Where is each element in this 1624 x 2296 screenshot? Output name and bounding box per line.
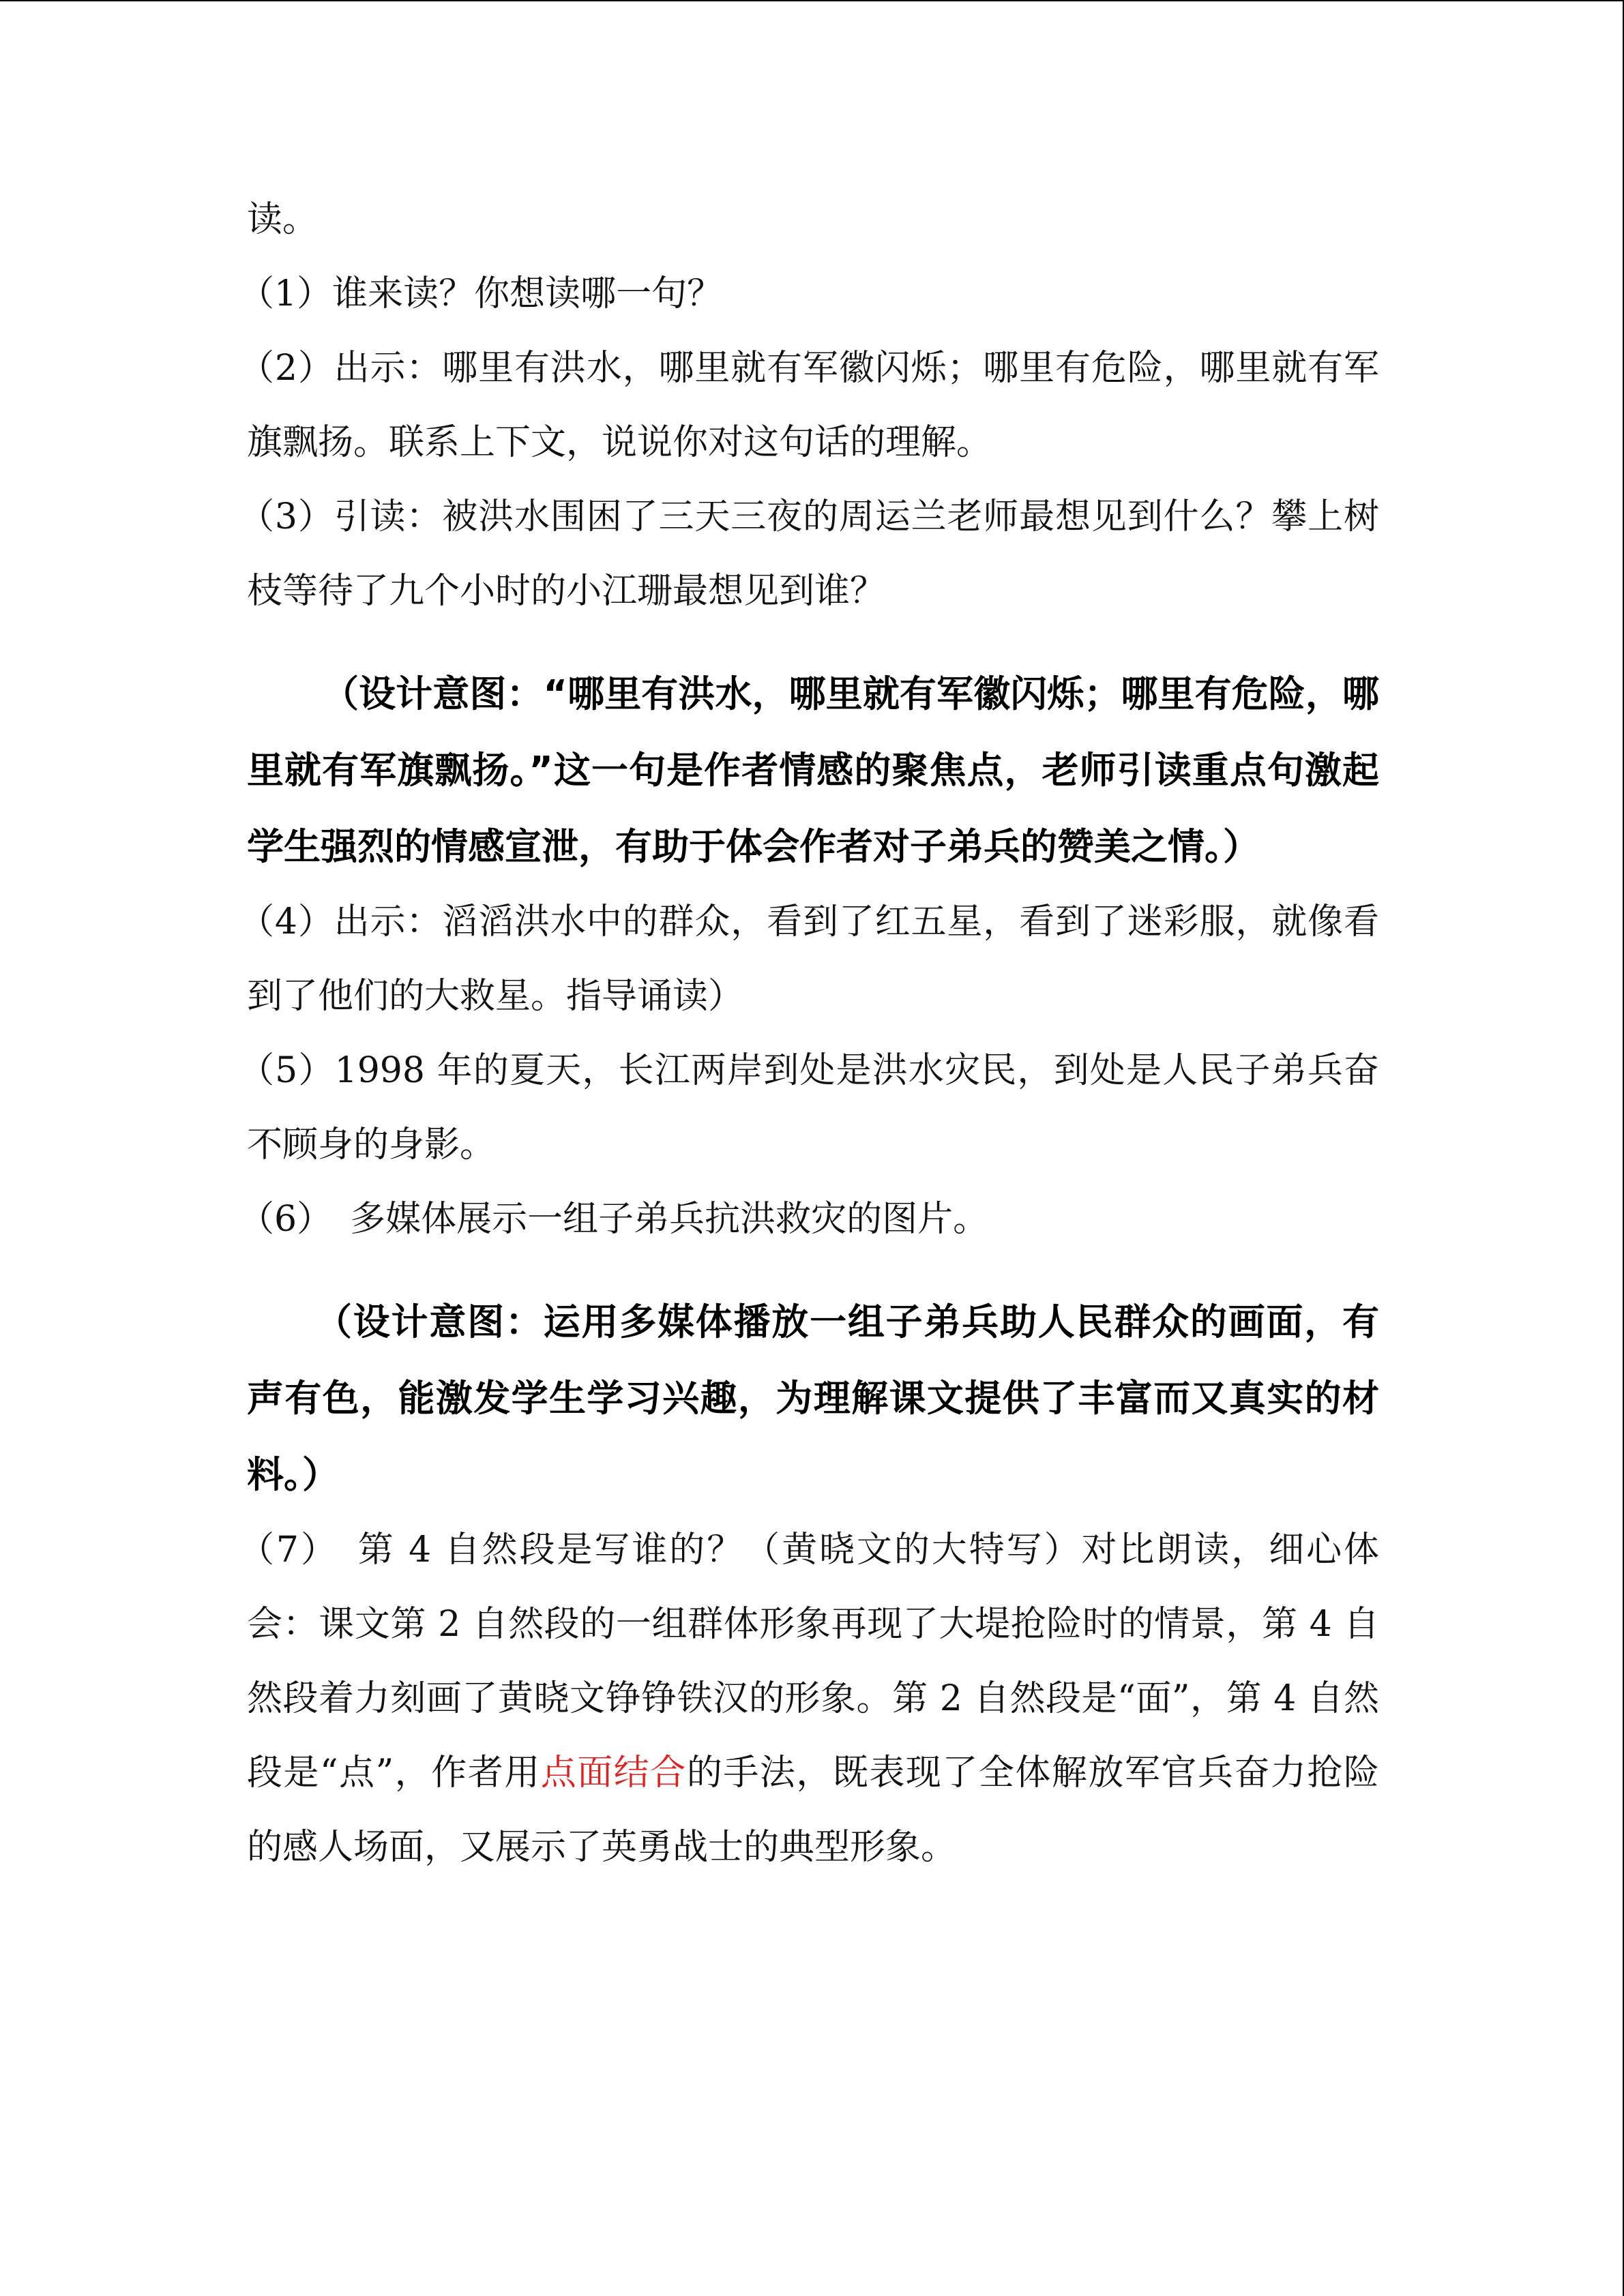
step-7-text-before: （7） 第 4 自然段是写谁的？（黄晓文的大特写）对比朗读，细心体会：课文第 2 自然段的一组群体形象再现了大堤抢险时的情景，第 4 自然段着力刻画了黄晓文铮铮铁汉的形象。第 2 自然段是“面”，第 4 自然段是“点”，作者用 xyxy=(239,1530,1379,1793)
document-body xyxy=(239,183,1379,1885)
step-4: （4）出示：滔滔洪水中的群众，看到了红五星，看到了迷彩服，就像看到了他们的大救星。指导诵读） xyxy=(239,901,1379,1017)
design-intent-2: （设计意图：运用多媒体播放一组子弟兵助人民群众的画面，有声有色，能激发学生学习兴趣，为理解课文提供了丰富而又真实的材料。） xyxy=(247,1300,1379,1496)
step-7-text-after: 的手法，既表现了全体解放军官兵奋力抢险的感人场面，又展示了英勇战士的典型形象。 xyxy=(247,1753,1379,1868)
paragraph-continuation: 读。 xyxy=(247,199,319,240)
step-3: （3）引读：被洪水围困了三天三夜的周运兰老师最想见到什么？攀上树枝等待了九个小时的小江珊最想见到谁？ xyxy=(239,496,1379,612)
design-intent-1: （设计意图：“哪里有洪水，哪里就有军徽闪烁；哪里有危险，哪里就有军旗飘扬。”这一句是作者情感的聚焦点，老师引读重点句激起学生强烈的情感宣泄，有助于体会作者对子弟兵的赞美之情。） xyxy=(247,672,1379,868)
step-6: （6） 多媒体展示一组子弟兵抗洪救灾的图片。 xyxy=(239,1199,989,1240)
step-2: （2）出示：哪里有洪水，哪里就有军徽闪烁；哪里有危险，哪里就有军旗飘扬。联系上下文，说说你对这句话的理解。 xyxy=(239,348,1379,463)
step-7 xyxy=(239,1513,1379,1885)
step-7-highlight: 点面结合 xyxy=(540,1753,687,1793)
step-1: （1）谁来读？你想读哪一句？ xyxy=(239,273,723,314)
step-5: （5）1998 年的夏天，长江两岸到处是洪水灾民，到处是人民子弟兵奋不顾身的身影。 xyxy=(239,1050,1379,1165)
